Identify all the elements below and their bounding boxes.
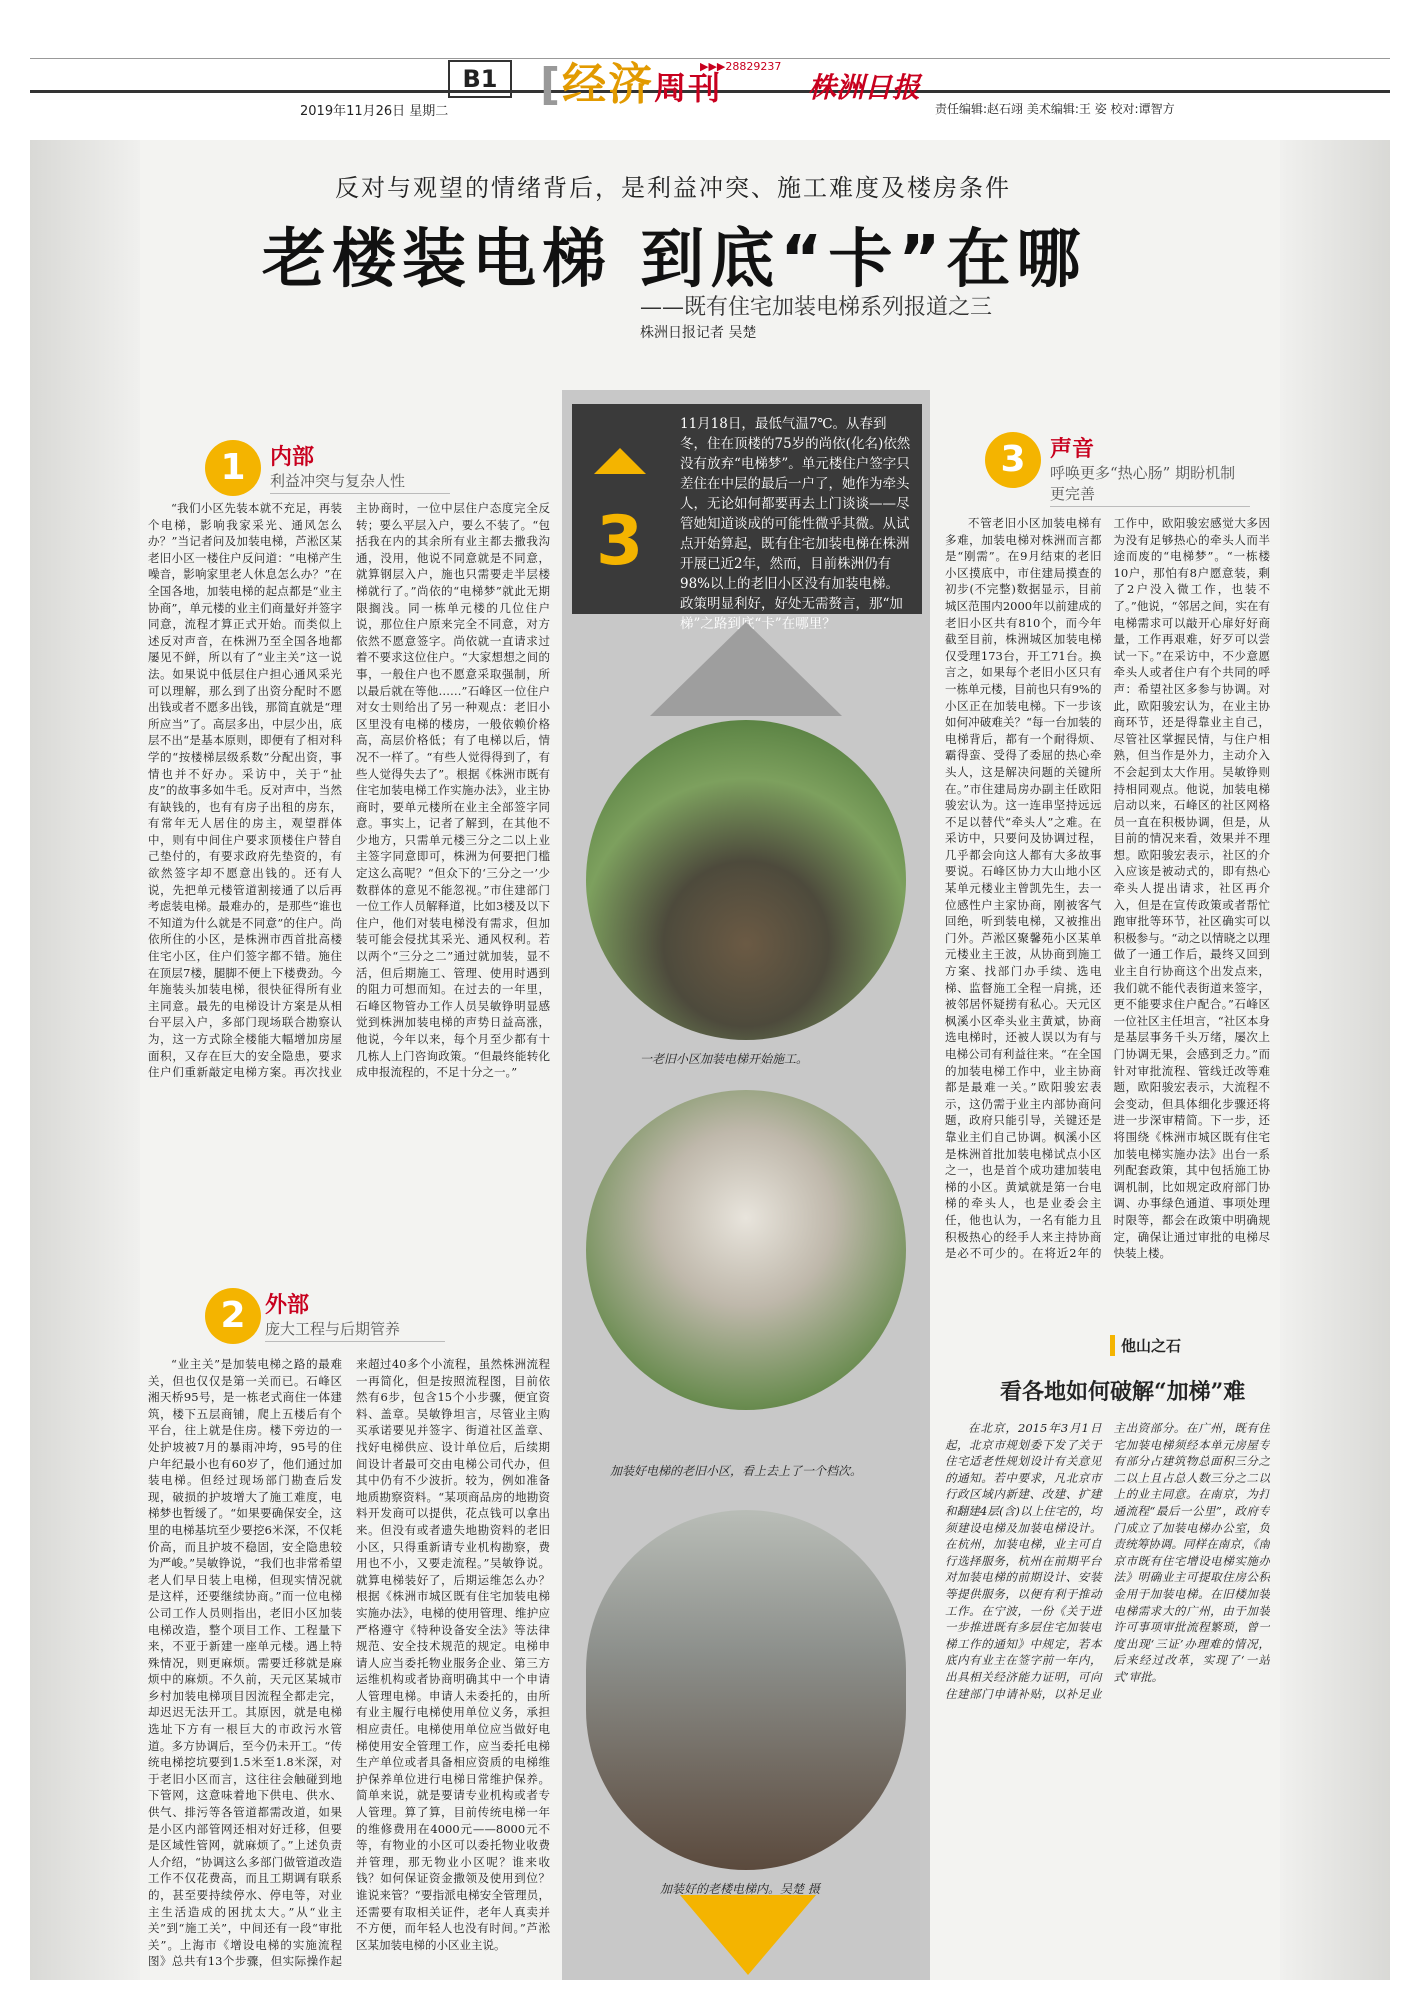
left-door-graphic bbox=[30, 140, 140, 1980]
construction-photo bbox=[586, 720, 906, 1040]
section-2-subtitle: 庞大工程与后期管养 bbox=[265, 1318, 445, 1342]
up-arrow-icon bbox=[594, 448, 646, 474]
photo-caption-1: 一老旧小区加装电梯开始施工。 bbox=[640, 1052, 809, 1066]
building-photo bbox=[586, 1090, 906, 1410]
section-1-marker: 1 bbox=[205, 440, 261, 496]
up-triangle-icon bbox=[650, 622, 842, 716]
page-number: B1 bbox=[448, 60, 512, 98]
section-suffix: 周刊 bbox=[654, 69, 723, 107]
hotline: ▶▶▶28829237 bbox=[700, 60, 782, 73]
section-2-marker: 2 bbox=[205, 1288, 261, 1344]
subheadline: ——既有住宅加装电梯系列报道之三 bbox=[640, 295, 993, 320]
photo-caption-3: 加装好的老楼电梯内。吴楚 摄 bbox=[660, 1882, 820, 1896]
editor-credits: 责任编辑:赵石翊 美术编辑:王 姿 校对:谭智方 bbox=[935, 102, 1175, 116]
section-1-body: “我们小区先装本就不充足，再装个电梯，影响我家采光、通风怎么办？”当记者问及加装电梯，芦淞区某老旧小区一楼住户反问道：“电梯产生噪音，影响家里老人休息怎么办？”在全国各地，加装电梯的起点都是“业主协商”，单元楼的业主们商量好并签字同意，流程才算正式开始。而类似上述反对声音，在株洲乃至全国各地都屡见不鲜，所以有了“业主关”这一说法。如果说中低层住户担心通风采光可以理解，那么到了出资分配时不愿出钱或者不愿多出钱，那简直就是“理所应当”了。高层多出，中层少出，底层不出“是基本原则，即便有了相对科学的“按楼梯层级系数”分配出资，事情也并不好办。采访中，关于“扯皮”的故事多如牛毛。反对声中，当然有缺钱的，也有有房子出租的房东，有常年无人居住的房主，观望群体中，则有中间住户要求顶楼住户替自己垫付的，有要求政府先垫资的，有欲然签字却不愿意出钱的。还有人说，先把单元楼管道割接通了以后再考虑装电梯。最难办的，是那些“谁也不知道为什么就是不同意”的住户。尚依所住的小区，是株洲市西首批高楼住宅小区，住户们签字都不错。施住在顶层7楼，腿脚不便上下楼费劲。今年施装头加装电梯，很快征得所有业主同意。最先的电梯设计方案是从相台平层入户，多部门现场联合勘察认为，这一方式除全楼能大幅增加房屋面积，又存在巨大的安全隐患，要求住户们重新敲定电梯方案。再次找业主协商时，一位中层住户态度完全反转；要么平层入户，要么不装了。“包括我在内的其余所有业主都去撒我沟通，没用，他说不同意就是不同意，就算钢层入户，施也只需要走半层楼梯就行了。”尚依的“电梯梦”就此无期限搁浅。同一栋单元楼的几位住户说，那位住户原来完全不同意，对方依然不愿意签字。尚依就一直请求过着不要求这位住户。“大家想想之间的事，一般住户也不愿意采取强制，所以最后就在等他……”石峰区一位住户对女士则给出了另一种观点：老旧小区里没有电梯的楼房，一般依赖价格高，高层价格低；有了电梯以后，情况不一样了。“有些人觉得得到了，有些人觉得失去了”。根据《株洲市既有住宅加装电梯工作实施办法》，业主协商时，要单元楼所在业主全部签字同意。事实上，记者了解到，在其他不少地方，只需单元楼三分之二以上业主签字同意即可，株洲为何要把门槛定这么高呢？“但众下的‘三分之一’少数群体的意见不能忽视。”市住建部门一位工作人员解释道，比如3楼及以下住户，他们对装电梯没有需求，但加装可能会侵扰其采光、通风权利。若以两个“三分之二”通过就加装，显不活，但后期施工、管理、使用时遇到的阻力可想而知。在过去的一年里，石峰区物管办工作人员吴敏铮明显感觉到株洲加装电梯的声势日益高涨，他说，今年以来，每个月至少都有十几栋人上门咨询政策。“但最终能转化成申报流程的，不足十分之一。” bbox=[148, 501, 550, 1080]
byline: 株洲日报记者 吴楚 bbox=[640, 325, 757, 341]
lead-box bbox=[572, 404, 922, 632]
headline: 老楼装电梯 到底“卡”在哪 bbox=[262, 223, 1087, 297]
section-main: 经济 bbox=[562, 59, 655, 110]
section-3-title: 声音 bbox=[1050, 437, 1095, 462]
sidebar-title: 看各地如何破解“加梯”难 bbox=[1000, 1379, 1246, 1405]
floor-number: 3 bbox=[596, 502, 644, 581]
down-triangle-icon bbox=[680, 1895, 816, 1975]
section-3-subtitle: 呼唤更多“热心肠” 期盼机制更完善 bbox=[1050, 462, 1250, 507]
section-2-title: 外部 bbox=[265, 1293, 310, 1318]
section-1-title: 内部 bbox=[270, 445, 315, 470]
right-door-graphic bbox=[1280, 140, 1390, 1980]
lead-text: 11月18日，最低气温7℃。从春到冬，住在顶楼的75岁的尚依(化名)依然没有放弃“电梯梦”。单元楼住户签字只差住在中层的最后一户了，她作为牵头人，无论如何都要再去上门谈谈——尽管她知道谈成的可能性微乎其微。从试点开始算起，既有住宅加装电梯在株洲开展已近2年，然而，目前株洲仍有98%以上的老旧小区没有加装电梯。政策明显利好，好处无需赘言，那“加梯”之路到底“卡”在哪里？ bbox=[680, 416, 911, 632]
photo-caption-2: 加装好电梯的老旧小区，看上去上了一个档次。 bbox=[610, 1464, 863, 1478]
section-name: [经济周刊 bbox=[540, 59, 723, 110]
sidebar-tag: 他山之石 bbox=[1110, 1335, 1181, 1356]
issue-date: 2019年11月26日 星期二 bbox=[300, 104, 449, 119]
section-1-subtitle: 利益冲突与复杂人性 bbox=[270, 470, 450, 494]
section-3-body: 不管老旧小区加装电梯有多难，加装电梯对株洲而言都是“刚需”。在9月结束的老旧小区摸底中，市住建局摸查的初步(不完整)数据显示，目前城区范围内2000年以前建成的老旧小区共有810个，而今年截至目前，株洲城区加装电梯仅受理173台，开工71台。换言之，如果每个老旧小区只有一栋单元楼，目前也只有9%的小区正在加装电梯。下一步该如何冲破难关？“每一台加装的电梯背后，都有一个耐得烦、霸得蛮、受得了委屈的热心牵头人，这是解决问题的关键所在。”市住建局房办副主任欧阳骏宏认为。这一连串坚持远远不足以替代“牵头人”之难。在采访中，只要问及协调过程，几乎都会向这人都有大多故事要说。石峰区协力大山地小区某单元楼业主曾凯先生，去一位感性户主家协商，刚被客气回绝，听到装电梯，又被推出门外。芦淞区聚馨苑小区某单元楼业主王波，从协商到施工方案、找部门办手续、选电梯、监督施工全程一肩挑，还被邻居怀疑捞有私心。天元区枫溪小区牵头业主黄斌，协商选电梯时，还被人误以为有与电梯公司有利益往来。“在全国的加装电梯工作中，业主协商都是最难一关。”欧阳骏宏表示，这仍需于业主内部协商问题，政府只能引导，关键还是靠业主们自己协调。枫溪小区是株洲首批加装电梯试点小区之一，也是首个成功建加装电梯的小区。黄斌就是第一台电梯的牵头人，也是业委会主任，他也认为，一名有能力且积极热心的经手人来主持协商是必不可少的。在将近2年的工作中，欧阳骏宏感觉大多因为没有足够热心的牵头人而半途而废的“电梯梦”。“一栋楼10户，那怕有8户愿意装，剩了2户没入微工作，也装不了。”他说，“邻居之间，实在有电梯需求可以敲开心扉好好商量，工作再艰难，好歹可以尝试一下。”在采访中，不少意愿牵头人或者住户有个共同的呼声：希望社区多参与协调。对此，欧阳骏宏认为，在业主协商环节，还是得靠业主自己，尽管社区掌握民情，与住户相熟，但当作是外力，主动介入不会起到太大作用。吴敏铮则持相同观点。他说，加装电梯启动以来，石峰区的社区网格员一直在积极协调，但是，从目前的情况来看，效果并不理想。欧阳骏宏表示，社区的介入应该是被动式的，即有热心牵头人提出请求，社区再介入，但是在宣传政策或者帮忙跑审批等环节，社区确实可以积极参与。“动之以情晓之以理做了一通工作后，最终又回到业主自行协商这个出发点来，我们就不能代表街道来签字，更不能要求住户配合。”石峰区一位社区主任坦言，“社区本身是基层事务千头万绪，屡次上门协调无果，会感到乏力。”而针对审批流程、管线迁改等难题，欧阳骏宏表示，大流程不会变动，但具体细化步骤还将进一步深审精简。下一步，还将围绕《株洲市城区既有住宅加装电梯实施办法》出台一系列配套政策，其中包括施工协调机制，比如规定政府部门协调、办事绿色通道、事项处理时限等，都会在政策中明确规定，确保让通过审批的电梯尽快装上楼。 bbox=[945, 516, 1270, 1261]
section-3-marker: 3 bbox=[985, 432, 1041, 488]
elevator-interior-photo bbox=[586, 1510, 906, 1870]
newspaper-logo: 株洲日报 bbox=[808, 71, 921, 104]
pre-headline: 反对与观望的情绪背后，是利益冲突、施工难度及楼房条件 bbox=[335, 174, 1011, 202]
sidebar-body: 在北京，2015年3月1日起，北京市规划委下发了关于住宅适老性规划设计有关意见的通知。若中要求，凡北京市行政区域内新建、改建、扩建和翻建4层(含)以上住宅的，均须建设电梯及加装电梯设计。在杭州，加装电梯，业主可自行选择服务，杭州在前期平台对加装电梯的前期设计、安装等提供服务，以便有利于推动工作。在宁波，一份《关于进一步推进既有多层住宅加装电梯工作的通知》中规定，若本底内有业主在签字前一年内，出具相关经济能力证明，可向住建部门申请补贴，以补足业主出资部分。在广州，既有住宅加装电梯须经本单元房屋专有部分占建筑物总面积三分之二以上且占总人数三分之二以上的业主同意。在南京，为打通流程“最后一公里”，政府专门成立了加装电梯办公室，负责统筹协调。同样在南京，《南京市既有住宅增设电梯实施办法》明确业主可提取住房公积金用于加装电梯。在旧楼加装电梯需求大的广州，由于加装许可事项审批流程繁琐，曾一度出现‘三证’办理难的情况，后来经过改革，实现了‘一站式’审批。 bbox=[945, 1421, 1270, 1701]
section-2-body: “业主关”是加装电梯之路的最难关，但也仅仅是第一关而已。石峰区湘天桥95号，是一栋老式商住一体建筑，楼下五层商铺，爬上五楼后有个平台，往上就是住房。楼下旁边的一处护坡被7月的暴雨冲垮，95号的住户年纪最小也有60岁了，他们通过加装电梯。但经过现场部门勘查后发现，破损的护坡增大了施工难度，电梯梦也暂缓了。“如果要确保安全，这里的电梯基坑至少要挖6米深，不仅耗价高，而且护坡不稳固，安全隐患较为严峻。”吴敏铮说，“我们也非常希望老人们早日装上电梯，但现实情况就是这样，还要继续协商。”而一位电梯公司工作人员则指出，老旧小区加装电梯改造，整个项目工作、工程量下来，不亚于新建一座单元楼。遇上特殊情况，则更麻烦。需要迁移就是麻烦中的麻烦。不久前，天元区某城市乡村加装电梯项目因流程全都走完，却迟迟无法开工。其原因，就是电梯选址下方有一根巨大的市政污水管道。多方协调后，至今仍未开工。“传统电梯挖坑要到1.5米至1.8米深，对于老旧小区而言，这往往会触碰到地下管网，这意味着地下供电、供水、供气、排污等各管道都需改道，如果是小区内部管网还相对好迁移，但要是区域性管网，就麻烦了。”上述负责人介绍，“协调这么多部门做管道改造工作不仅花费高，而且工期调有联系的，甚至要持续停水、停电等，对业主生活造成的困扰太大。”从“业主关”到“施工关”，中间还有一段“审批关”。上海市《增设电梯的实施流程图》总共有13个步骤，但实际操作起来超过40多个小流程，虽然株洲流程一再简化，但是按照流程图，目前依然有6步，包含15个小步骤，便宜资料、盖章。吴敏铮坦言，尽管业主购买承诺要见并签字、街道社区盖章、找好电梯供应、设计单位后，后续期间设计者最可交由电梯公司代办，但其中仍有不少波折。较为，例如准备地质勘察资料。“某项商品房的地勘资料开发商可以提供，花点钱可以拿出来。但没有或者遗失地勘资料的老旧小区，只得重新请专业机构勘察，费用也不小，又要走流程。”吴敏铮说。就算电梯装好了，后期运维怎么办？根据《株洲市城区既有住宅加装电梯实施办法》，电梯的使用管理、维护应严格遵守《特种设备安全法》等法律规范、安全技术规范的规定。电梯申请人应当委托物业服务企业、第三方运维机构或者协商明确其中一个申请人管理电梯。申请人未委托的，由所有业主履行电梯使用单位义务，承担相应责任。电梯使用单位应当做好电梯使用安全管理工作，应当委托电梯生产单位或者具备相应资质的电梯维护保养单位进行电梯日常维护保养。简单来说，就是要请专业机构或者专人管理。算了算，目前传统电梯一年的维修费用在4000元——8000元不等，有物业的小区可以委托物业收费并管理，那无物业小区呢？谁来收钱？如何保证资金撒领及使用到位？谁说来管？“要指派电梯安全管理员，还需要有取相关证件，老年人真卖并不方便，而年轻人也没有时间。”芦淞区某加装电梯的小区业主说。 bbox=[148, 1357, 550, 1969]
